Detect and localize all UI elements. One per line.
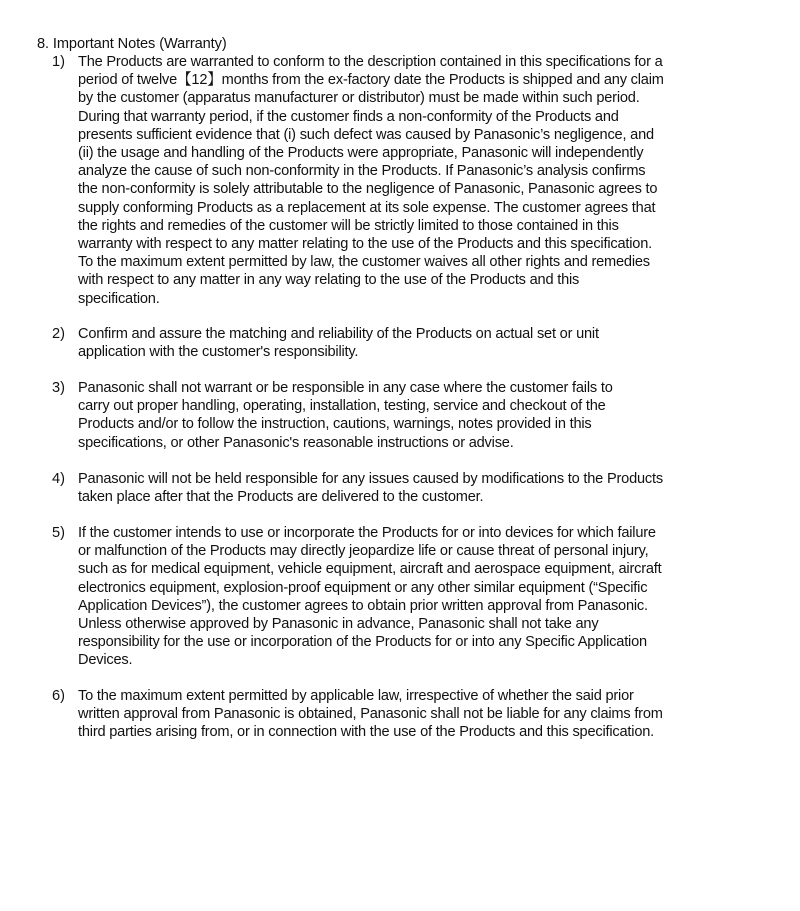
text-line: the rights and remedies of the customer will be strictly limited to those contained in this [78,217,619,234]
text-line: During that warranty period, if the customer finds a non-conformity of the Products and [78,108,619,125]
text-line: (ii) the usage and handling of the Products were appropriate, Panasonic will independently [78,145,644,162]
item-number: 4) [52,471,65,487]
item-text [78,53,778,308]
item-text [78,379,778,452]
item-text [78,524,778,670]
text-line: Panasonic shall not warrant or be responsible in any case where the customer fails to [78,380,613,396]
text-line: taken place after that the Products are delivered to the customer. [78,489,484,506]
text-line: written approval from Panasonic is obtained, Panasonic shall not be liable for any claims from [78,706,663,723]
item-number: 2) [52,326,65,342]
text-line: Unless otherwise approved by Panasonic in advance, Panasonic shall not take any [78,616,599,633]
text-line: by the customer (apparatus manufacturer or distributor) must be made within such period. [78,90,640,107]
text-line: The Products are warranted to conform to the description contained in this specifications for a [78,54,663,70]
text-line: Devices. [78,652,133,669]
text-line: third parties arising from, or in connection with the use of the Products and this specification. [78,724,655,741]
item-text [78,470,778,506]
text-line: electronics equipment, explosion-proof equipment or any other similar equipment (“Specific [78,579,648,596]
text-line: the non-conformity is solely attributable to the negligence of Panasonic, Panasonic agrees to [78,181,658,198]
text-line: responsibility for the use or incorporation of the Products for or into any Specific Application [78,634,647,651]
text-line: Products and/or to follow the instruction, cautions, warnings, notes provided in this [78,416,592,433]
text-line: such as for medical equipment, vehicle equipment, aircraft and aerospace equipment, aircraft [78,561,662,578]
text-line: To the maximum extent permitted by law, the customer waives all other rights and remedies [78,254,650,271]
text-line: analyze the cause of such non-conformity in the Products. If Panasonic’s analysis confirms [78,163,646,180]
text-line: carry out proper handling, operating, installation, testing, service and checkout of the [78,398,606,415]
text-line: specification. [78,290,160,307]
text-line: If the customer intends to use or incorporate the Products for or into devices for which failure [78,525,656,541]
text-line: Confirm and assure the matching and reliability of the Products on actual set or unit [78,326,599,342]
section-heading: 8. Important Notes (Warranty) [37,36,227,52]
text-line: period of twelve【12】months from the ex-factory date the Products is shipped and any claim [78,72,664,89]
text-line: Application Devices”), the customer agrees to obtain prior written approval from Panasonic. [78,597,648,614]
item-number: 1) [52,54,65,70]
text-line: or malfunction of the Products may directly jeopardize life or cause threat of personal injury, [78,543,649,560]
text-line: To the maximum extent permitted by applicable law, irrespective of whether the said prior [78,688,634,704]
text-line: supply conforming Products as a replacement at its sole expense. The customer agrees that [78,199,656,216]
text-line: warranty with respect to any matter relating to the use of the Products and this specification. [78,236,652,253]
item-number: 3) [52,380,65,396]
item-text [78,325,778,361]
text-line: specifications, or other Panasonic's reasonable instructions or advise. [78,434,514,451]
item-number: 6) [52,688,65,704]
text-line: presents sufficient evidence that (i) such defect was caused by Panasonic’s negligence, and [78,126,654,143]
text-line: Panasonic will not be held responsible for any issues caused by modifications to the Products [78,471,663,487]
text-line: with respect to any matter in any way relating to the use of the Products and this [78,272,580,289]
item-number: 5) [52,525,65,541]
text-line: application with the customer's responsibility. [78,344,359,361]
item-text [78,687,778,742]
